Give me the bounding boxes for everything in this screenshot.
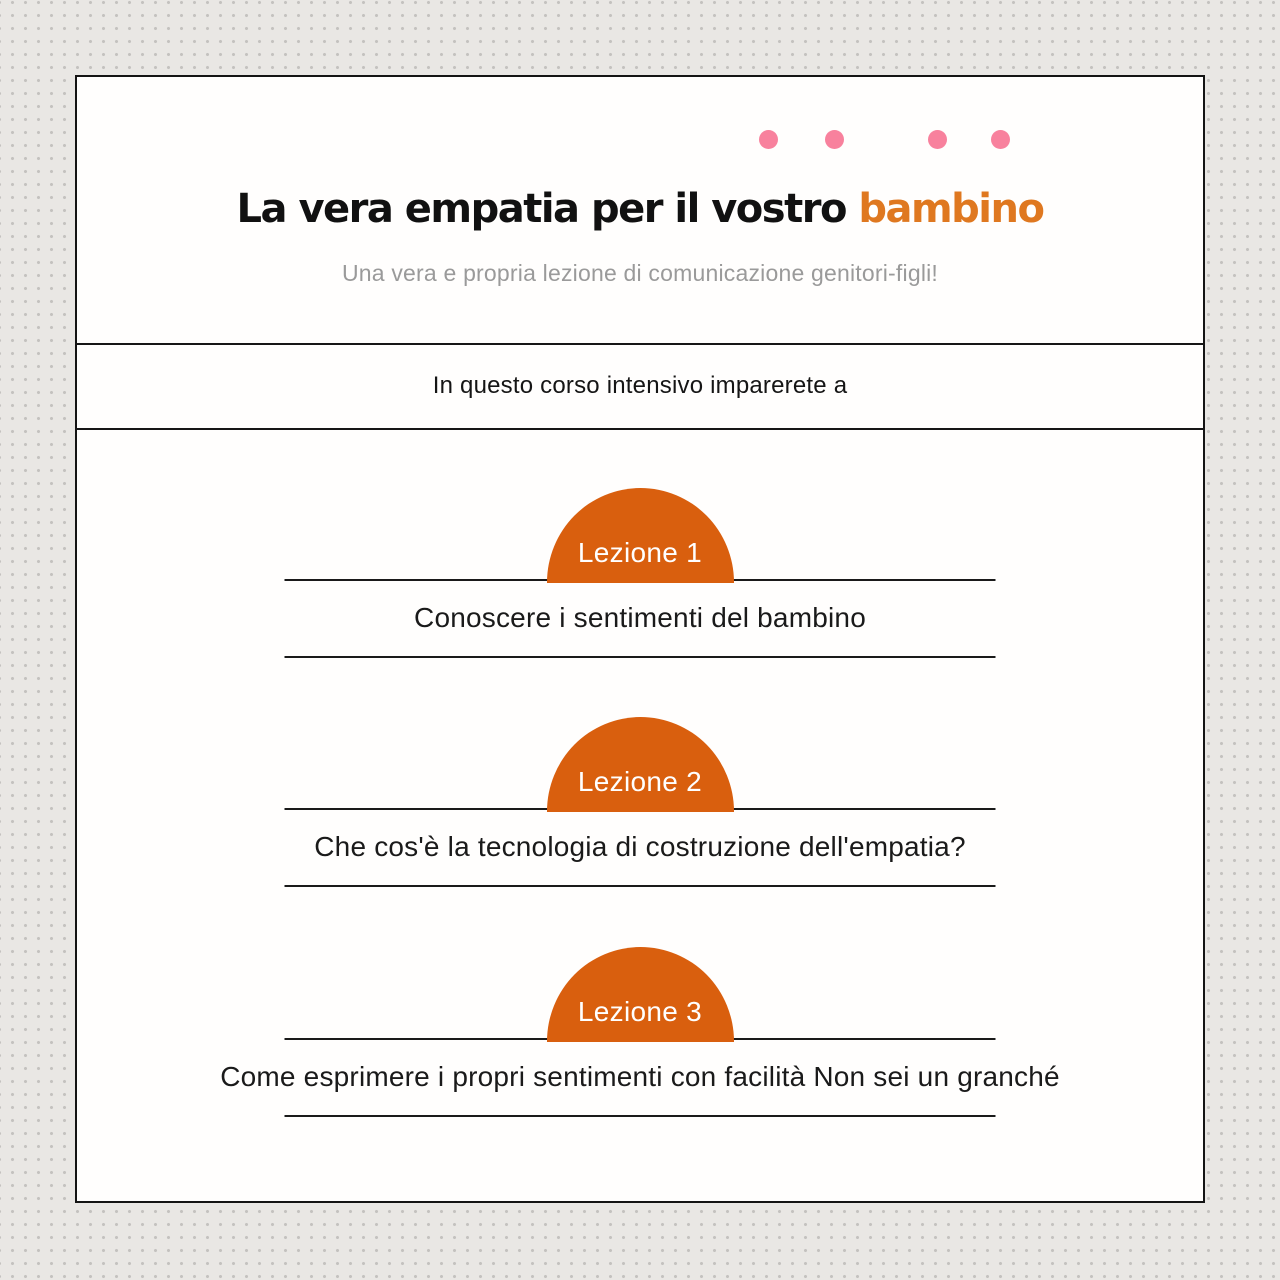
lesson-description: Conoscere i sentimenti del bambino <box>414 601 866 633</box>
lesson-badge <box>547 947 734 1042</box>
page-title-main: La vera empatia per il vostro <box>236 186 846 232</box>
rule-line <box>285 1115 996 1117</box>
decor-dot-icon <box>825 130 844 149</box>
decor-dot-icon <box>928 130 947 149</box>
lesson-badge-label: Lezione 3 <box>577 996 703 1027</box>
lesson-block-1 <box>77 488 1203 738</box>
decor-dot-icon <box>991 130 1010 149</box>
lesson-badge-label: Lezione 2 <box>577 766 703 797</box>
rule-line <box>285 885 996 887</box>
lesson-description: Che cos'è la tecnologia di costruzione dell'empatia? <box>314 830 966 862</box>
section-divider <box>75 428 1205 430</box>
decor-dot-icon <box>759 130 778 149</box>
intro-text: In questo corso intensivo imparerete a <box>432 371 848 399</box>
lesson-block-2 <box>77 717 1203 967</box>
lesson-description: Come esprimere i propri sentimenti con facilità Non sei un granché <box>220 1060 1060 1092</box>
course-card <box>75 75 1205 1203</box>
rule-line <box>285 656 996 658</box>
page-title <box>77 183 1203 235</box>
lesson-badge <box>547 488 734 583</box>
lesson-block-3 <box>77 947 1203 1197</box>
lesson-badge <box>547 717 734 812</box>
page-title-accent: bambino <box>858 186 1044 232</box>
lesson-badge-label: Lezione 1 <box>577 537 703 568</box>
page-subtitle: Una vera e propria lezione di comunicazione genitori-figli! <box>341 260 939 286</box>
